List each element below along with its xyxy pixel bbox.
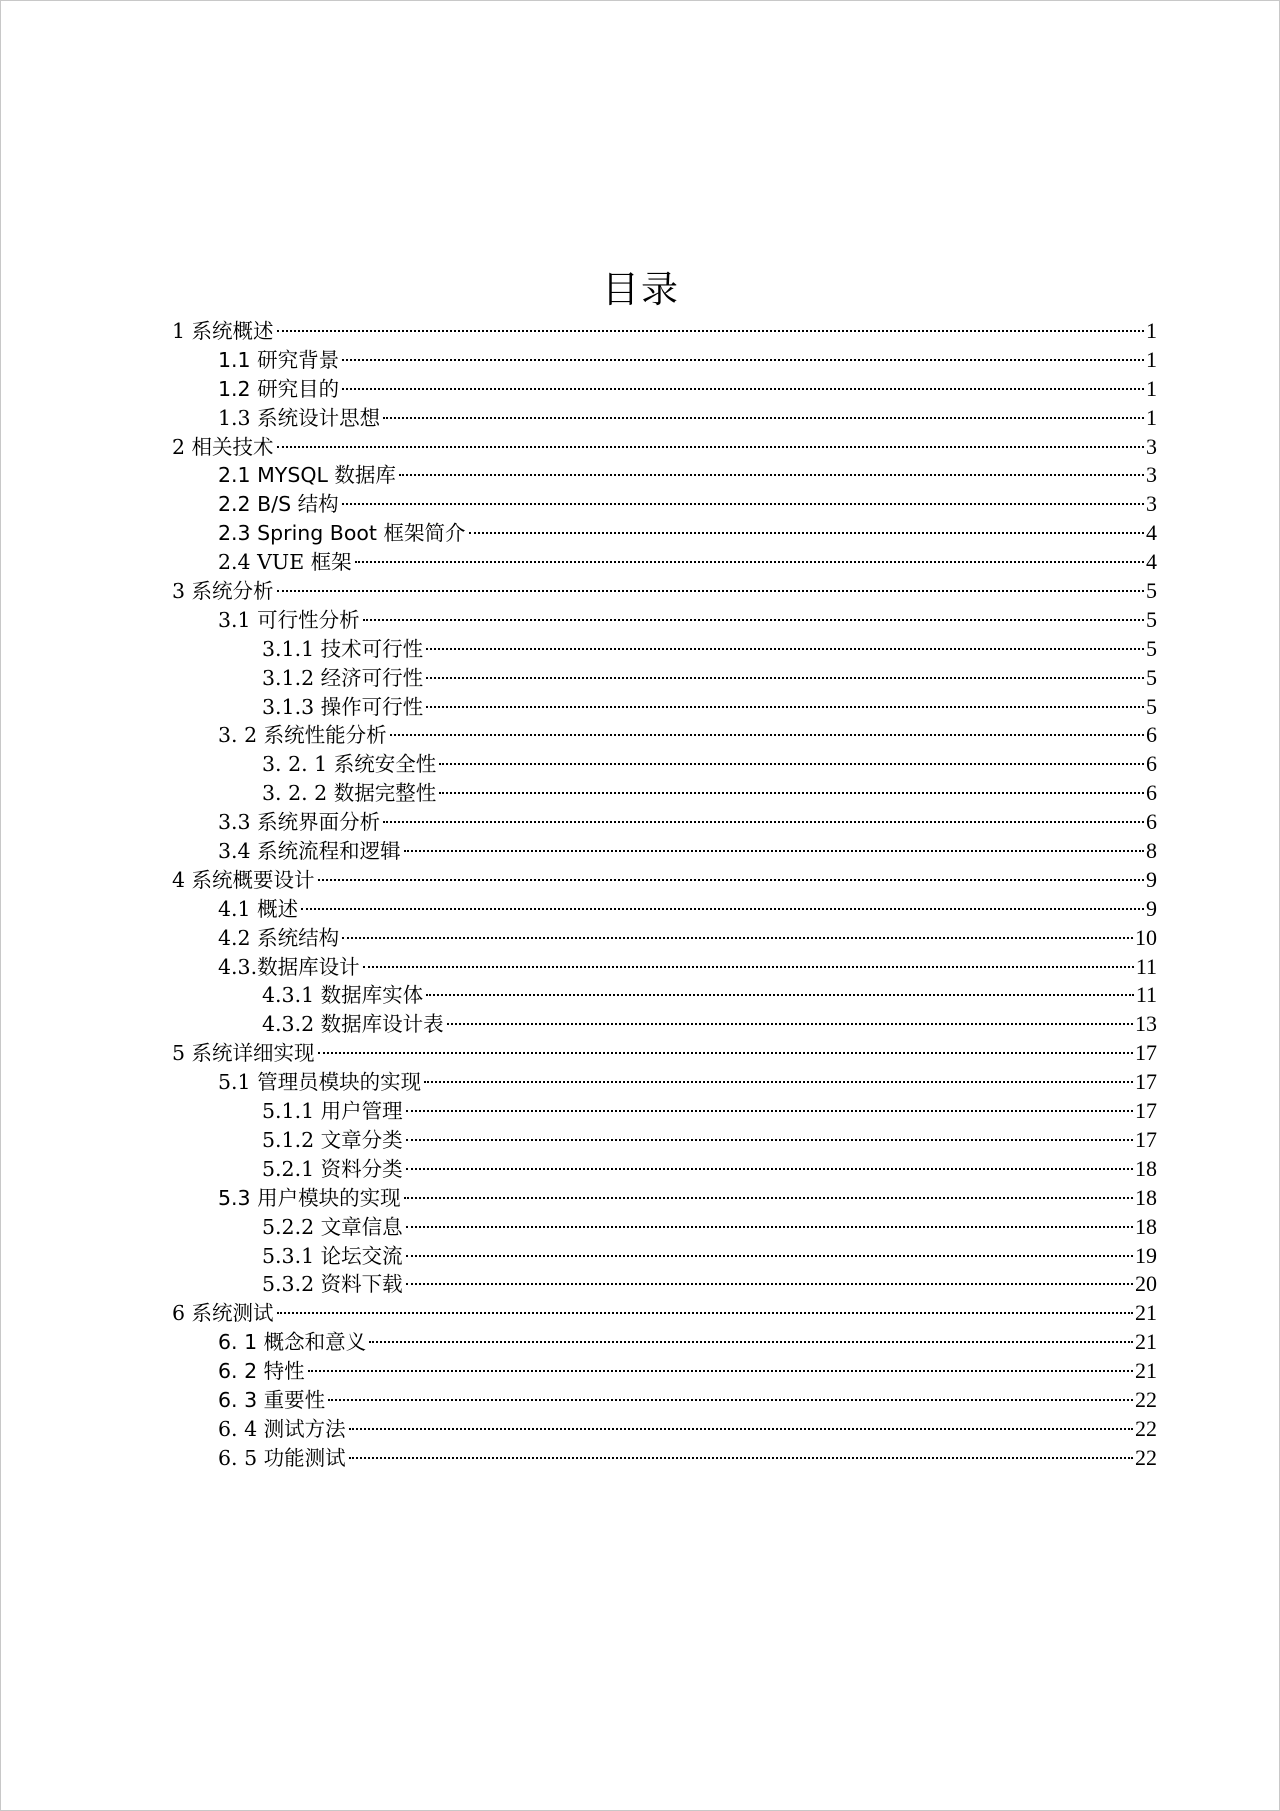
toc-entry-label: 6. 5 功能测试	[218, 1445, 346, 1470]
toc-entry-page-number: 18	[1135, 1155, 1157, 1181]
toc-entry-page-number: 21	[1135, 1358, 1157, 1384]
toc-entry-label: 5.3.2 资料下载	[262, 1272, 403, 1297]
toc-entry-page-number: 1	[1146, 346, 1157, 372]
page-title: 目录	[602, 267, 680, 311]
toc-entry-page-number: 3	[1146, 462, 1157, 488]
toc-entry-page-number: 1	[1146, 404, 1157, 430]
toc-entry-page-number: 10	[1135, 924, 1157, 950]
dot-leader	[277, 330, 1144, 332]
toc-entry-page-number: 5	[1146, 693, 1157, 719]
toc-entry-page-number: 4	[1146, 549, 1157, 575]
toc-entry-label: 1.1 研究背景	[218, 347, 340, 372]
dot-leader	[406, 1110, 1133, 1112]
toc-entry-page-number: 11	[1135, 953, 1157, 979]
toc-entry-label: 2.3 Spring Boot 框架简介	[218, 521, 466, 546]
toc-entry-level-3[interactable]	[1, 1097, 1280, 1126]
toc-entry-label: 5.1.1 用户管理	[262, 1099, 403, 1124]
toc-entry-level-3[interactable]	[1, 1126, 1280, 1155]
toc-entry-label: 5.3.1 论坛交流	[262, 1243, 403, 1268]
toc-entry-label: 3. 2. 1 系统安全性	[262, 752, 437, 777]
dot-leader	[355, 561, 1144, 563]
dot-leader	[318, 879, 1144, 881]
toc-entry-label: 4 系统概要设计	[172, 867, 315, 892]
toc-entry-level-2[interactable]	[1, 924, 1280, 953]
dot-leader	[363, 619, 1144, 621]
dot-leader	[383, 821, 1144, 823]
toc-entry-label: 5.2.2 文章信息	[262, 1214, 403, 1239]
toc-entry-level-2[interactable]	[1, 404, 1280, 433]
toc-entry-level-2[interactable]	[1, 895, 1280, 924]
toc-entry-label: 5 系统详细实现	[172, 1041, 315, 1066]
dot-leader	[390, 734, 1144, 736]
toc-entry-level-2[interactable]	[1, 1357, 1280, 1386]
toc-entry-label: 4.3.1 数据库实体	[262, 983, 424, 1008]
toc-entry-page-number: 11	[1135, 982, 1157, 1008]
toc-entry-label: 3.1.2 经济可行性	[262, 665, 424, 690]
dot-leader	[439, 792, 1144, 794]
toc-entry-level-2[interactable]	[1, 1068, 1280, 1097]
dot-leader	[349, 1457, 1133, 1459]
toc-entry-label: 6 系统测试	[172, 1301, 274, 1326]
toc-entry-level-2[interactable]	[1, 1328, 1280, 1357]
toc-entry-page-number: 22	[1135, 1386, 1157, 1412]
toc-entry-page-number: 17	[1135, 1040, 1157, 1066]
toc-entry-level-3[interactable]	[1, 1010, 1280, 1039]
dot-leader	[308, 1370, 1133, 1372]
toc-entry-level-2[interactable]	[1, 1184, 1280, 1213]
toc-entry-page-number: 3	[1146, 491, 1157, 517]
toc-entry-page-number: 3	[1146, 433, 1157, 459]
dot-leader	[301, 908, 1144, 910]
dot-leader	[342, 503, 1144, 505]
toc-entry-page-number: 18	[1135, 1184, 1157, 1210]
toc-entry-label: 3. 2 系统性能分析	[218, 723, 387, 748]
toc-entry-level-3[interactable]	[1, 664, 1280, 693]
toc-entry-label: 1.2 研究目的	[218, 376, 340, 401]
toc-entry-page-number: 6	[1146, 751, 1157, 777]
dot-leader	[399, 474, 1144, 476]
toc-entry-label: 2.1 MYSQL 数据库	[218, 463, 396, 488]
dot-leader	[406, 1283, 1133, 1285]
toc-entry-label: 6. 2 特性	[218, 1359, 305, 1384]
toc-entry-level-2[interactable]	[1, 837, 1280, 866]
toc-entry-level-2[interactable]	[1, 1415, 1280, 1444]
toc-entry-level-2[interactable]	[1, 1444, 1280, 1473]
dot-leader	[342, 937, 1133, 939]
toc-entry-level-3[interactable]	[1, 981, 1280, 1010]
toc-entry-page-number: 8	[1146, 838, 1157, 864]
table-of-contents	[1, 317, 1280, 1473]
toc-entry-page-number: 22	[1135, 1415, 1157, 1441]
dot-leader	[349, 1428, 1133, 1430]
toc-entry-page-number: 9	[1146, 866, 1157, 892]
toc-entry-label: 5.3 用户模块的实现	[218, 1185, 401, 1210]
toc-entry-page-number: 13	[1135, 1011, 1157, 1037]
toc-entry-label: 1 系统概述	[172, 319, 274, 343]
toc-entry-page-number: 21	[1135, 1329, 1157, 1355]
toc-entry-level-2[interactable]	[1, 953, 1280, 982]
toc-entry-level-3[interactable]	[1, 1242, 1280, 1271]
toc-entry-page-number: 6	[1146, 809, 1157, 835]
dot-leader	[406, 1168, 1133, 1170]
toc-entry-level-3[interactable]	[1, 635, 1280, 664]
toc-entry-page-number: 19	[1135, 1242, 1157, 1268]
dot-leader	[342, 359, 1144, 361]
toc-entry-level-2[interactable]	[1, 461, 1280, 490]
toc-entry-page-number: 21	[1135, 1300, 1157, 1326]
toc-entry-level-3[interactable]	[1, 693, 1280, 722]
toc-entry-level-3[interactable]	[1, 1270, 1280, 1299]
toc-entry-page-number: 20	[1135, 1271, 1157, 1297]
dot-leader	[406, 1226, 1133, 1228]
toc-entry-label: 4.3.数据库设计	[218, 954, 360, 979]
toc-entry-page-number: 6	[1146, 780, 1157, 806]
dot-leader	[342, 388, 1144, 390]
dot-leader	[469, 532, 1145, 534]
toc-entry-label: 5.2.1 资料分类	[262, 1156, 403, 1181]
toc-entry-level-2[interactable]	[1, 490, 1280, 519]
toc-entry-label: 4.1 概述	[218, 896, 299, 921]
dot-leader	[426, 648, 1144, 650]
toc-entry-label: 6. 3 重要性	[218, 1387, 326, 1412]
dot-leader	[318, 1052, 1133, 1054]
toc-entry-page-number: 5	[1146, 578, 1157, 604]
toc-entry-label: 3.1.1 技术可行性	[262, 636, 424, 661]
toc-entry-level-2[interactable]	[1, 375, 1280, 404]
toc-entry-page-number: 1	[1146, 375, 1157, 401]
toc-entry-page-number: 5	[1146, 606, 1157, 632]
toc-entry-label: 3.1.3 操作可行性	[262, 694, 424, 719]
toc-entry-label: 3.1 可行性分析	[218, 607, 360, 632]
dot-leader	[369, 1341, 1133, 1343]
toc-entry-label: 3.4 系统流程和逻辑	[218, 839, 401, 864]
toc-entry-level-2[interactable]	[1, 606, 1280, 635]
toc-entry-level-2[interactable]	[1, 548, 1280, 577]
dot-leader	[328, 1399, 1133, 1401]
toc-entry-level-2[interactable]	[1, 519, 1280, 548]
toc-entry-level-3[interactable]	[1, 750, 1280, 779]
dot-leader	[426, 677, 1144, 679]
dot-leader	[277, 1312, 1133, 1314]
toc-entry-level-2[interactable]	[1, 721, 1280, 750]
dot-leader	[404, 850, 1144, 852]
dot-leader	[426, 706, 1144, 708]
dot-leader	[406, 1139, 1133, 1141]
toc-entry-label: 6. 1 概念和意义	[218, 1330, 367, 1355]
dot-leader	[447, 1023, 1133, 1025]
toc-entry-label: 4.3.2 数据库设计表	[262, 1012, 444, 1037]
toc-entry-page-number: 4	[1146, 520, 1157, 546]
toc-entry-page-number: 22	[1135, 1444, 1157, 1470]
toc-entry-level-1[interactable]	[1, 866, 1280, 895]
toc-entry-level-1[interactable]	[1, 577, 1280, 606]
toc-entry-label: 2.2 B/S 结构	[218, 492, 339, 517]
toc-entry-level-2[interactable]	[1, 808, 1280, 837]
toc-entry-page-number: 5	[1146, 664, 1157, 690]
dot-leader	[406, 1255, 1133, 1257]
dot-leader	[424, 1081, 1133, 1083]
dot-leader	[277, 446, 1144, 448]
toc-entry-level-3[interactable]	[1, 1155, 1280, 1184]
toc-entry-label: 2.4 VUE 框架	[218, 550, 352, 575]
toc-entry-level-1[interactable]	[1, 1299, 1280, 1328]
toc-entry-page-number: 6	[1146, 722, 1157, 748]
toc-entry-level-3[interactable]	[1, 1213, 1280, 1242]
toc-entry-label: 5.1.2 文章分类	[262, 1127, 403, 1152]
toc-entry-page-number: 1	[1146, 318, 1157, 343]
toc-entry-level-1[interactable]	[1, 317, 1280, 346]
toc-entry-label: 5.1 管理员模块的实现	[218, 1070, 422, 1095]
toc-entry-page-number: 17	[1135, 1069, 1157, 1095]
dot-leader	[383, 417, 1144, 419]
toc-entry-label: 3. 2. 2 数据完整性	[262, 781, 437, 806]
toc-entry-level-1[interactable]	[1, 433, 1280, 462]
toc-entry-page-number: 9	[1146, 895, 1157, 921]
toc-entry-label: 1.3 系统设计思想	[218, 405, 381, 430]
toc-entry-page-number: 18	[1135, 1213, 1157, 1239]
toc-entry-page-number: 17	[1135, 1126, 1157, 1152]
toc-entry-label: 2 相关技术	[172, 434, 274, 459]
toc-entry-level-2[interactable]	[1, 1386, 1280, 1415]
toc-entry-label: 6. 4 测试方法	[218, 1416, 346, 1441]
dot-leader	[439, 763, 1144, 765]
dot-leader	[277, 590, 1144, 592]
toc-entry-level-2[interactable]	[1, 346, 1280, 375]
toc-entry-label: 4.2 系统结构	[218, 925, 340, 950]
toc-entry-level-3[interactable]	[1, 779, 1280, 808]
toc-entry-page-number: 5	[1146, 635, 1157, 661]
dot-leader	[363, 966, 1134, 968]
toc-entry-label: 3 系统分析	[172, 579, 274, 604]
toc-entry-page-number: 17	[1135, 1098, 1157, 1124]
dot-leader	[404, 1197, 1133, 1199]
toc-entry-level-1[interactable]	[1, 1039, 1280, 1068]
toc-entry-label: 3.3 系统界面分析	[218, 810, 381, 835]
dot-leader	[426, 994, 1134, 996]
